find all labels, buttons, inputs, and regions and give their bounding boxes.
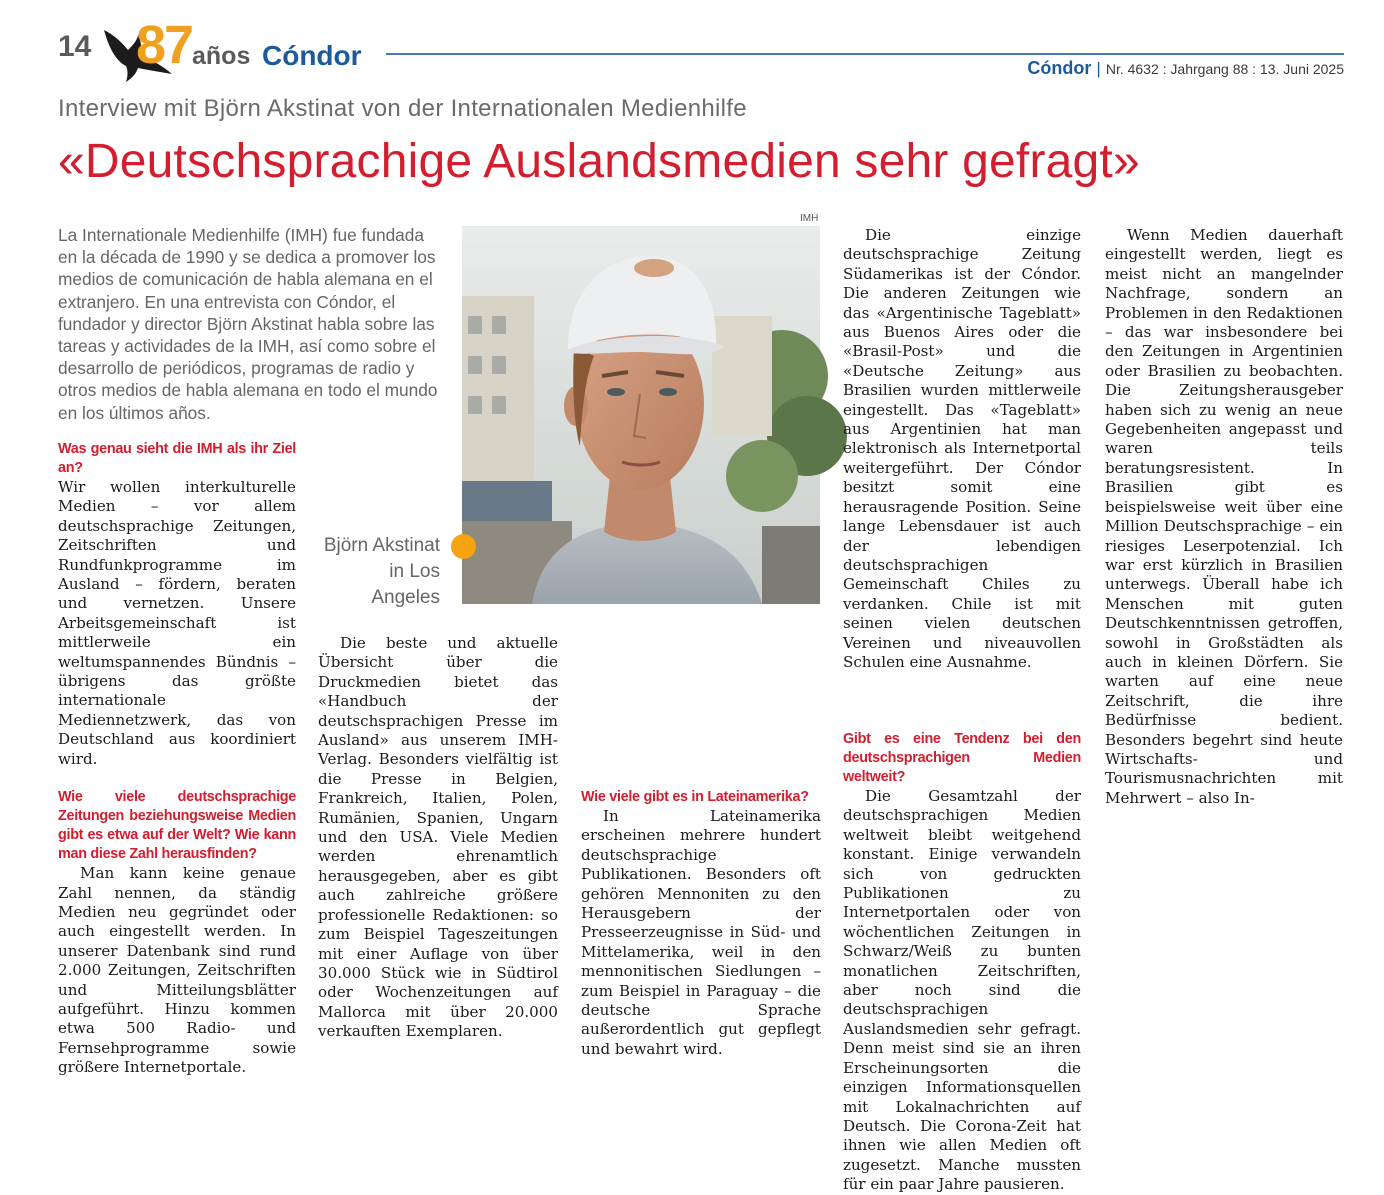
photo-credit: IMH <box>800 213 819 224</box>
logo-anniversary-number: 87 <box>136 15 193 75</box>
issue-info-bar <box>990 58 1344 79</box>
answer-paragraph: Die Gesamtzahl der deutschsprachigen Medien weltweit bleibt weitgehend konstant. Einige verwandeln sich von gedruckten Publikationen zu Internetportalen oder von wöchentlichen Zeitungen in Schwarz/Weiß zu bunten monatlichen Zeitschriften, aber noch sind die deutschsprachigen Auslandsmedien sehr gefragt. Denn meist sind sie an ihren Erscheinungsorten die einzigen Informationsquellen mit Lokalnachrichten auf Deutsch. Die Corona-Zeit hat ihnen wie allen Medien oft zugesetzt. Manche mussten für ein paar Jahre pausieren. <box>843 787 1081 1194</box>
answer-paragraph: Wenn Medien dauerhaft eingestellt werden, liegt es meist nicht an mangelnder Nachfrage, sondern an Problemen in den Redaktionen – das war insbesondere bei den Zeitungen in Argentinien oder Brasilien zu beobachten. Die Zeitungsherausgeber haben sich zu wenig an neue Gegebenheiten angepasst und waren teils beratungsresistent. In Brasilien gibt es beispielsweise weit über eine Million Deutschsprachige – ein riesiges Leserpotenzial. Ich war erst kürzlich in Brasilien unterwegs. Überall habe ich Menschen mit guten Deutschkenntnissen getroffen, sowohl in Großstädten als auch in kleinen Dörfern. Sie warten auf eine neue Zeitschrift, die ihre Bedürfnisse bedient. Besonders begehrt sind heute Wirtschafts- und Tourismusnachrichten mit Mehrwert – also In- <box>1105 226 1343 807</box>
portrait-photo <box>462 226 820 604</box>
article-kicker: Interview mit Björn Akstinat von der Internationalen Medienhilfe <box>58 95 747 122</box>
photo-caption: Björn Akstinat in Los Angeles <box>323 535 440 608</box>
answer-paragraph: In Lateinamerika erscheinen mehrere hundert deutschsprachige Publikationen. Besonders oft gehören Mennoniten zu den Herausgebern der Presseerzeugnisse in Süd- und Mittelamerika, weil in den mennonitischen Siedlungen – zum Beispiel in Paraguay – die deutsche Sprache außerordentlich gut gepflegt und bewahrt wird. <box>581 807 821 1058</box>
continued-text <box>581 634 821 770</box>
answer-paragraph: Wir wollen interkulturelle Medien – vor allem deutschsprachige Zeitungen, Zeitschriften und Rundfunkprogramme im Ausland – fördern, beraten und vernetzen. Unsere Arbeitsgemeinschaft ist mittlerweile ein weltumspannendes Bündnis – übrigens das größte internationale Mediennetzwerk, das von Deutschland aus koordiniert wird. <box>58 478 296 768</box>
article-column-1 <box>58 440 296 1077</box>
answer-paragraph: Die einzige deutschsprachige Zeitung Südamerikas ist der Cóndor. Die anderen Zeitungen wie das «Argentinische Tageblatt» aus Buenos Aires oder die «Brasil-Post» und die «Deutsche Zeitung» aus Brasilien wurden mittlerweile eingestellt. Das «Tageblatt» aus Argentinien hat man elektronisch als Internetportal weitergeführt. Der Cóndor besitzt somit eine herausragende Position. Seine lange Lebensdauer ist auch der lebendigen deutschsprachigen Gemeinschaft Chiles zu verdanken. Chile ist mit seinen vielen deutschen Vereinen und niveauvollen Schulen eine Ausnahme. <box>843 226 1081 671</box>
answer-paragraph: Die beste und aktuelle Übersicht über die Druckmedien bietet das «Handbuch der deutschsprachigen Presse im Ausland» aus unserem IMH-Verlag. Besonders vielfältig ist die Presse in Belgien, Frankreich, Italien, Polen, Rumänien, Spanien, Ungarn und den USA. Viele Medien werden ehrenamtlich herausgegeben, aber es gibt auch zahlreiche größere professionelle Redaktionen: so zum Beispiel Tageszeitungen mit einer Auflage von über 30.000 Stück wie in Südtirol oder Wochenzeitungen auf Mallorca mit über 20.000 verkauften Exemplaren. <box>318 634 558 1041</box>
article-column-5 <box>1105 226 1343 906</box>
article-column-4 <box>843 226 1081 1194</box>
issue-info: Nr. 4632 : Jahrgang 88 : 13. Juni 2025 <box>1105 61 1344 77</box>
question-heading: Wie viele deutschsprachige Zeitungen beziehungsweise Medien gibt es etwa auf der Welt? Wie kann man diese Zahl herausfinden? <box>58 789 296 863</box>
page-number: 14 <box>58 30 92 63</box>
masthead-name: Cóndor <box>1027 58 1092 78</box>
logo-condor: Cóndor <box>262 40 362 71</box>
masthead-separator: | <box>1096 59 1101 78</box>
question-heading: Gibt es eine Tendenz bei den deutschsprachigen Medien weltweit? <box>843 731 1081 785</box>
question-heading: Wie viele gibt es in Lateinamerika? <box>581 789 809 805</box>
logo-anos: años <box>192 42 251 70</box>
answer-paragraph: Man kann keine genaue Zahl nennen, da ständig Medien neu gegründet oder auch eingestellt werden. In unserer Datenbank sind rund 2.000 Zeitungen, Zeitschriften und Mitteilungsblätter aufgeführt. Hinzu kommen etwa 500 Radio- und Fernsehprogramme sowie größere Internetportale. <box>58 864 296 1077</box>
article-column-2 <box>318 634 558 1041</box>
question-heading: Was genau sieht die IMH als ihr Ziel an? <box>58 441 296 476</box>
caption-dot-icon <box>451 534 476 559</box>
article-title: «Deutschsprachige Auslandsmedien sehr gefragt» <box>58 135 1140 188</box>
article-intro: La Internationale Medienhilfe (IMH) fue fundada en la década de 1990 y se dedica a promover los medios de comunicación de habla alemana en el extranjero. En una entrevista con Cóndor, el fundador y director Björn Akstinat habla sobre las tareas y actividades de la IMH, así como sobre el desarrollo de periódicos, programas de radio y otros medios de habla alemana en todo el mundo en los últimos años. <box>58 225 438 423</box>
header-rule <box>386 53 1344 55</box>
article-column-3 <box>581 634 821 1058</box>
